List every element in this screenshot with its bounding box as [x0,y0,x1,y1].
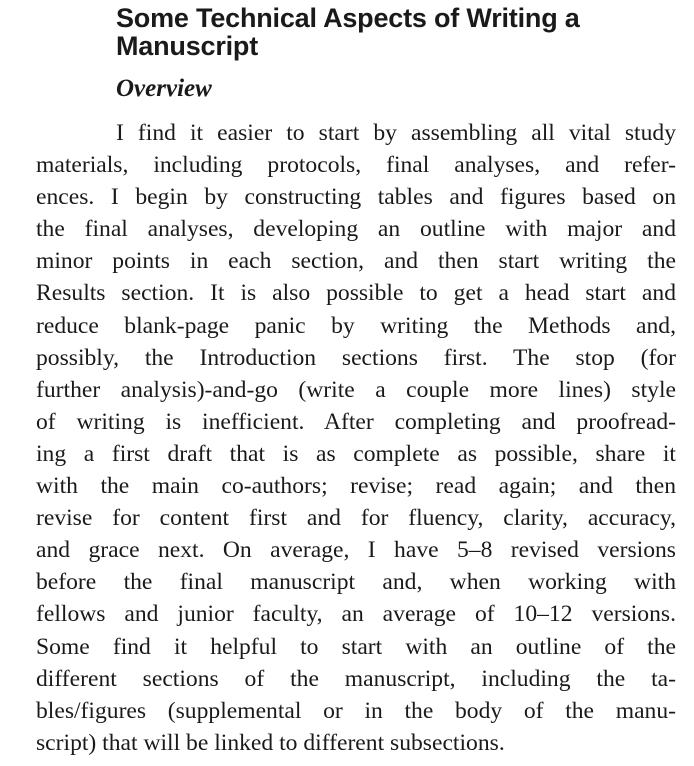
paragraph-line: Results section. It is also possible to get a head start and [36,280,676,307]
paragraph-line: further analysis)-and-go (write a couple more lines) style [36,376,676,403]
paragraph-line: Some find it helpful to start with an outline of the [36,633,676,660]
paragraph-line: and grace next. On average, I have 5–8 revised versions [36,537,676,564]
paragraph-line: materials, including protocols, final analyses, and refer- [36,152,676,179]
paragraph-line: the final analyses, developing an outline with major and [36,216,676,243]
section-title: Some Technical Aspects of Writing a Manuscript [116,3,580,61]
body-paragraph [36,117,676,759]
paragraph-line: I find it easier to start by assembling all vital study [116,120,676,146]
paragraph-line: possibly, the Introduction sections first. The stop (for [36,344,676,371]
paragraph-line: script) that will be linked to different subsections. [36,729,505,756]
paragraph-line: with the main co-authors; revise; read again; and then [36,473,676,500]
paragraph-line: minor points in each section, and then start writing the [36,248,676,275]
paragraph-line: different sections of the manuscript, including the ta- [36,665,676,692]
paragraph-line: of writing is inefficient. After completing and proofread- [36,408,676,435]
paragraph-line: before the final manuscript and, when working with [36,569,676,596]
paragraph-line: reduce blank-page panic by writing the Methods and, [36,312,676,339]
paragraph-line: fellows and junior faculty, an average of 10–12 versions. [36,601,676,628]
subheading-overview: Overview [116,75,212,102]
paragraph-line: ing a first draft that is as complete as possible, share it [36,440,676,467]
paragraph-line: revise for content first and for fluency, clarity, accuracy, [36,505,676,532]
paragraph-line: bles/figures (supplemental or in the body of the manu- [36,697,676,724]
paragraph-line: ences. I begin by constructing tables and figures based on [36,184,676,211]
